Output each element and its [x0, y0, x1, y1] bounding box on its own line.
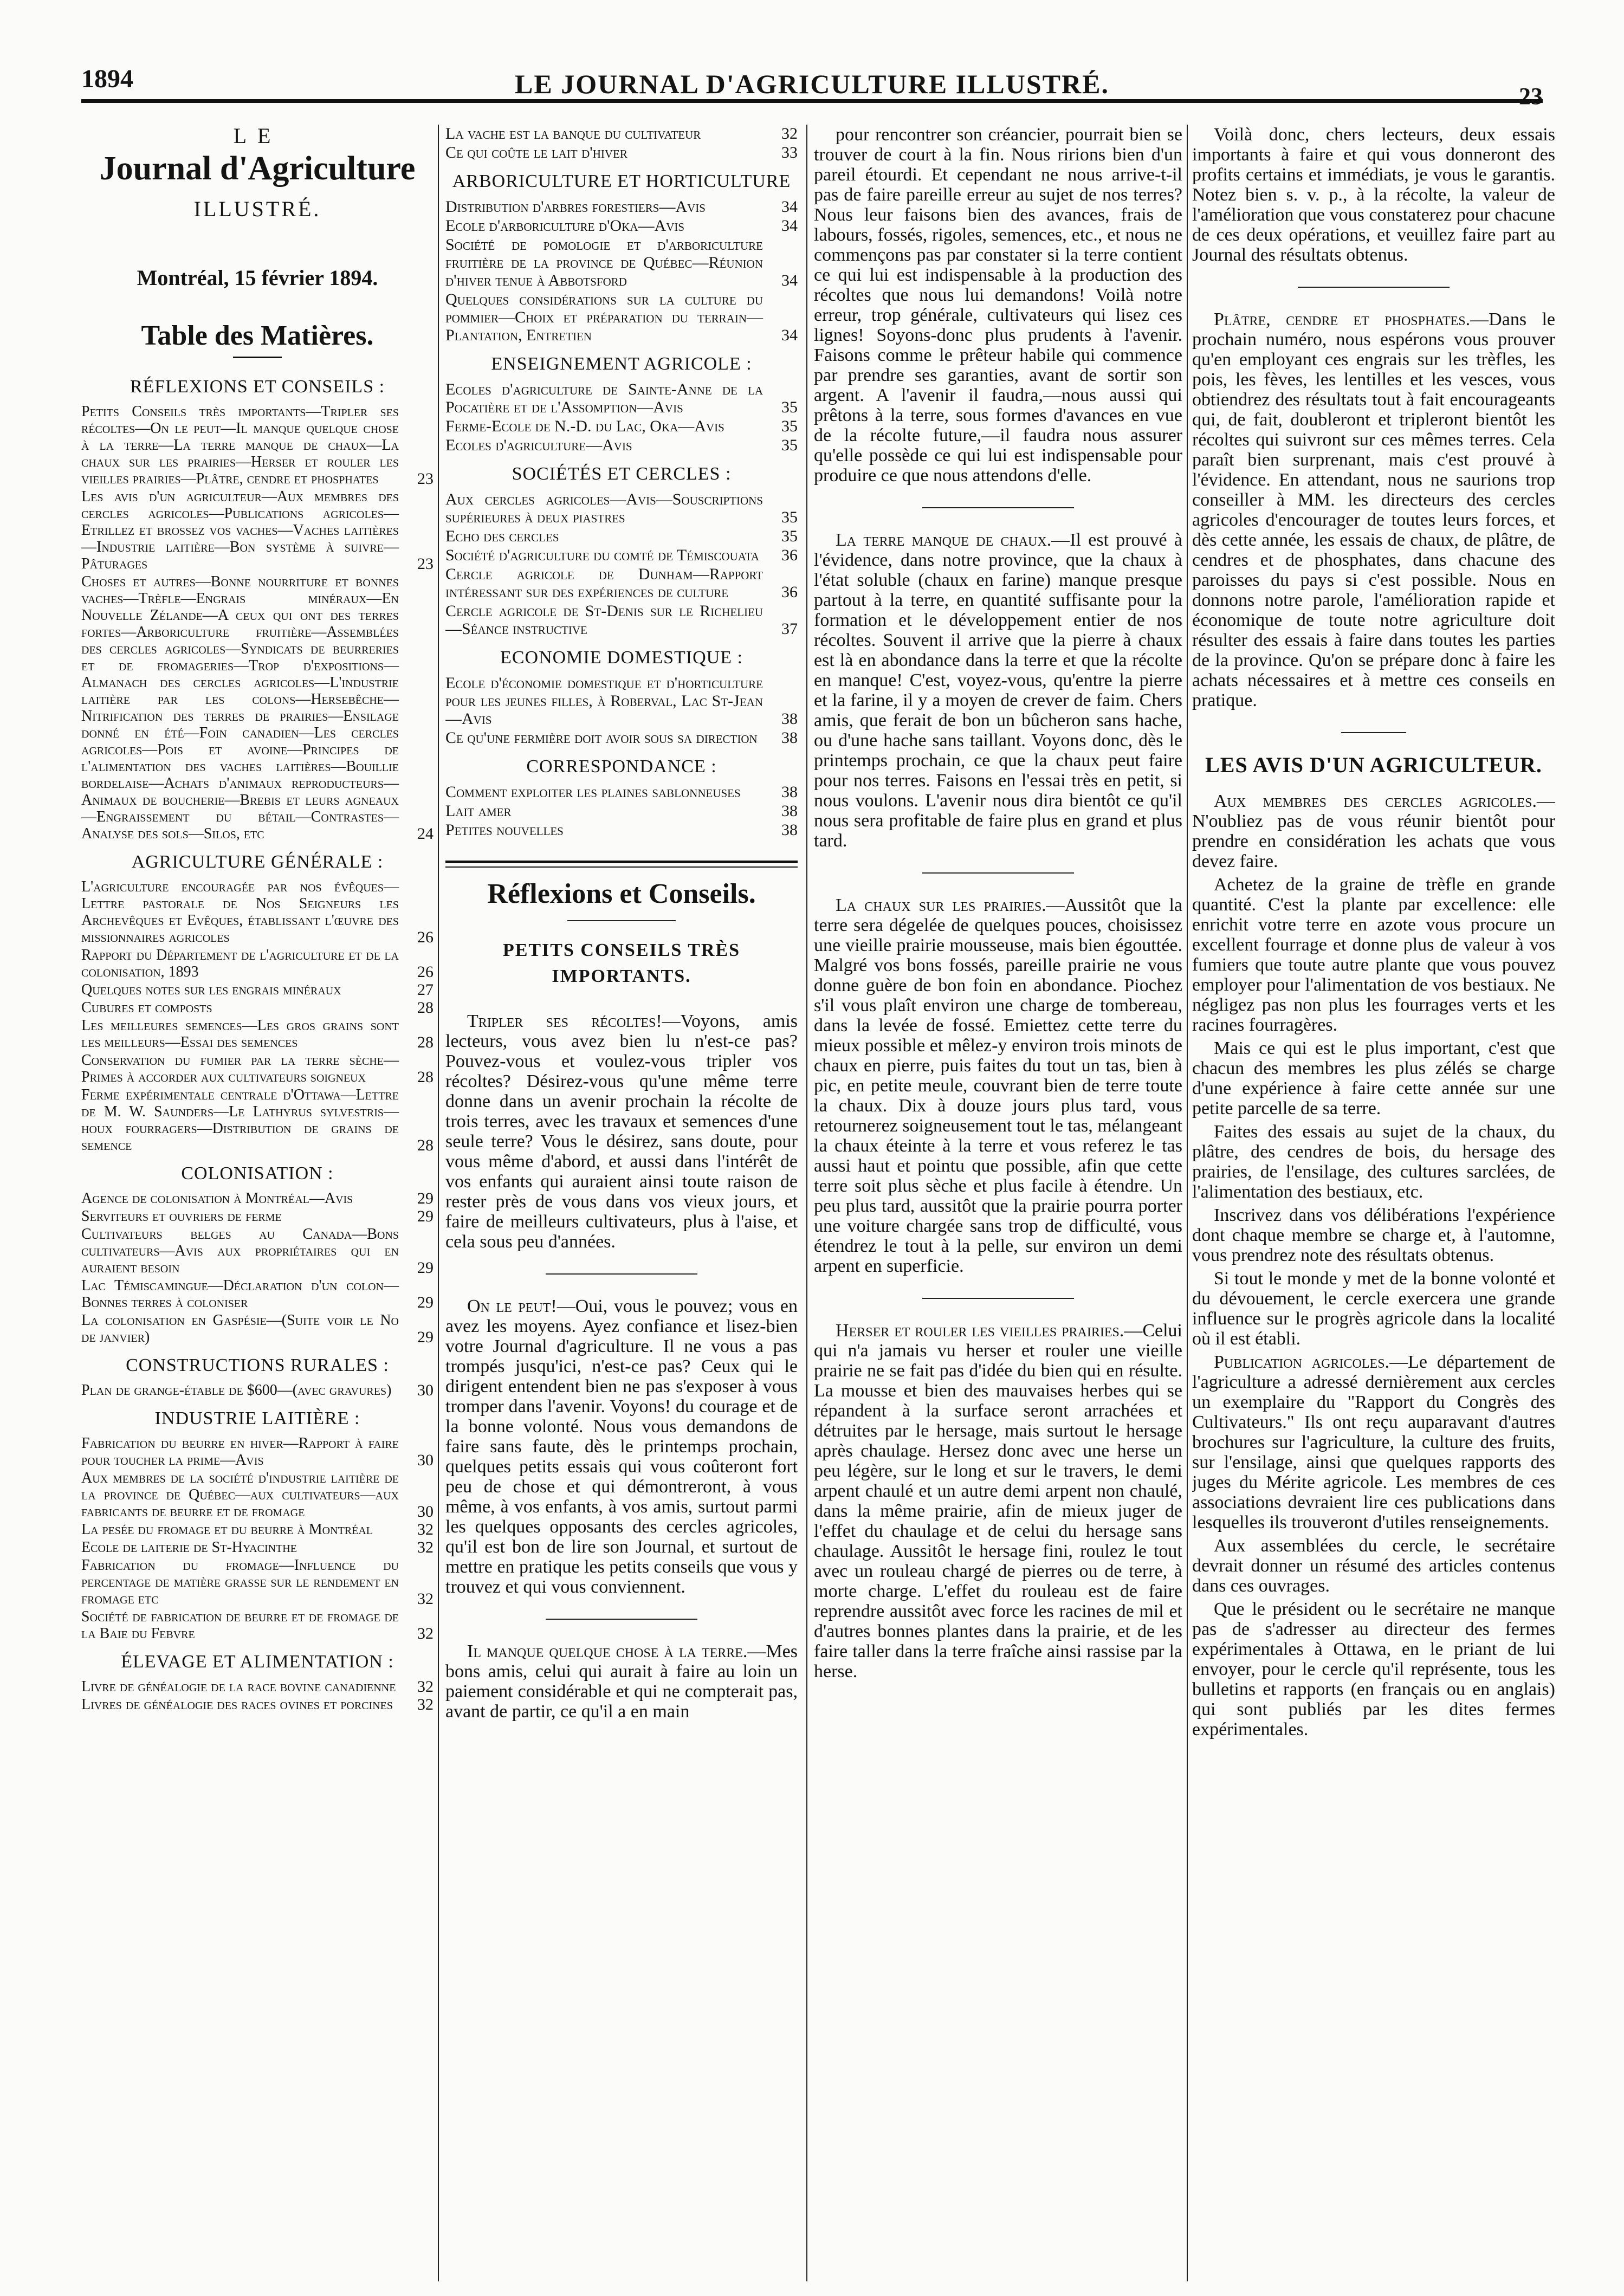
toc-entry-page: 36	[781, 546, 798, 564]
toc-entry	[81, 1190, 434, 1207]
toc-entry-text: Petites nouvelles	[445, 821, 564, 839]
paragraph-text: Faites des essais au sujet de la chaux, du plâtre, des cendres de bois, du hersage des prairies, de l'ensilage, des cultures sarclées, de l'alimentation des bestiaux, etc.	[1192, 1122, 1555, 1202]
toc-entry-text: Cubures et composts	[81, 999, 212, 1016]
paragraph-text: —Celui qui n'a jamais vu herser et rouler une vieille prairie ne se fait pas d'idée du bien qui en résulte. La mousse et bien des mauvaises herbes qui se répandent à la surface seront arrachées et détruites par le hersage, mais surtout le hersage après chaulage. Hersez donc avec une herse un peu légère, sur le long et sur le travers, le demi arpent chaulé et un autre demi arpent non chaulé, dans la même prairie, afin de mieux juger de l'effet du chaulage et de celui du hersage sans chaulage. Aussitôt le hersage fini, roulez le tout avec un rouleau chargé de pierres ou de terre, à morte charge. L'effet du rouleau est de faire reprendre aussitôt avec force les racines de mil et d'autres bonnes plantes dans la prairie, et de les faire taller dans la terre fraîche ainsi rassise par la herse.	[814, 1321, 1182, 1681]
paragraph-text: Inscrivez dans vos délibérations l'expérience dont chaque membre se charge et, à l'automne, vous prendrez note des résultats obtenus.	[1192, 1205, 1555, 1265]
toc-entry-text: Fabrication du beurre en hiver—Rapport à faire pour toucher la prime—Avis	[81, 1435, 399, 1469]
paragraph-lead: Publication agricoles.	[1214, 1352, 1390, 1372]
toc-entry-text: Société de fabrication de beurre et de fromage de la Baie du Febvre	[81, 1608, 399, 1642]
toc-entry-text: Ce qui coûte le lait d'hiver	[445, 144, 627, 161]
toc-entry	[445, 144, 798, 161]
toc-entry-text: Rapport du Département de l'agriculture et de la colonisation, 1893	[81, 947, 399, 980]
article-paragraph	[1192, 309, 1555, 710]
article-body-col3	[814, 125, 1182, 1681]
paragraph-lead: Aux membres des cercles agricoles.	[1214, 791, 1537, 811]
toc-entry-text: Comment exploiter les plaines sablonneuses	[445, 783, 741, 801]
toc-entry-page: 28	[417, 1068, 434, 1086]
toc-entry	[445, 290, 798, 344]
toc-entry	[445, 729, 798, 747]
toc-column-1	[81, 377, 434, 1713]
toc-entry-text: Société d'agriculture du comté de Témiscouata	[445, 546, 759, 564]
toc-entry	[81, 1435, 434, 1469]
column-rule	[1187, 125, 1188, 2281]
column-rule	[438, 125, 439, 2281]
toc-entry	[445, 527, 798, 545]
toc-entry-text: Les meilleures semences—Les gros grains sont les meilleurs—Essai des semences	[81, 1017, 399, 1051]
toc-entry	[445, 821, 798, 839]
toc-entry-page: 29	[417, 1293, 434, 1311]
toc-entry	[445, 602, 798, 638]
column-4	[1192, 125, 1555, 2281]
toc-entry	[81, 1086, 434, 1154]
toc-entry-text: Ecoles d'agriculture de Sainte-Anne de la Pocatière et de l'Assomption—Avis	[445, 380, 763, 416]
toc-column-2	[445, 125, 798, 839]
toc-entry-page: 38	[781, 729, 798, 747]
toc-entry-text: Choses et autres—Bonne nourriture et bonnes vaches—Trèfle—Engrais minéraux—En Nouvelle Zélande—A ceux qui ont des terres fortes—Arboriculture fruitière—Assemblées des cercles agricoles—Syndicats de beurreries et de fromageries—Trop d'expositions—Almanach des cercles agricoles—L'industrie laitière par les colons—Hersebêche—Nitrification des terres de prairies—Ensilage donné en été—Foin canadien—Les cercles agricoles—Pois et avoine—Principes de l'alimentation des vaches laitières—Bouillie bordelaise—Achats d'animaux reproducteurs—Animaux de boucherie—Brebis et leurs agneaux—Engraissement du bétail—Contrastes—Analyse des sols—Silos, etc	[81, 573, 399, 842]
article-paragraph	[1192, 1599, 1555, 1739]
toc-section-heading: ECONOMIE DOMESTIQUE :	[500, 648, 743, 668]
section-rule	[445, 861, 798, 868]
toc-entry-page: 32	[417, 1678, 434, 1696]
toc-entry-page: 28	[417, 1033, 434, 1051]
paragraph-lead: La chaux sur les prairies.	[836, 895, 1046, 915]
toc-section-heading: ENSEIGNEMENT AGRICOLE :	[491, 354, 752, 374]
toc-entry-page: 32	[417, 1521, 434, 1538]
toc-entry	[445, 417, 798, 435]
toc-entry-text: Conservation du fumier par la terre sèche—Primes à accorder aux cultivateurs soigneux	[81, 1052, 399, 1085]
toc-entry	[445, 125, 798, 143]
paragraph-lead: Herser et rouler les vieilles prairies.	[836, 1321, 1124, 1341]
article-paragraph	[1192, 1352, 1555, 1532]
masthead-le: LE	[233, 125, 282, 148]
paragraph-lead: Plâtre, cendre et phosphates.	[1214, 309, 1471, 329]
toc-entry	[81, 403, 434, 487]
paragraph-separator	[922, 507, 1074, 508]
paragraph-separator	[922, 872, 1074, 874]
header-journal-title: LE JOURNAL D'AGRICULTURE ILLUSTRÉ.	[515, 69, 1109, 99]
header-page-number: 23	[1519, 83, 1543, 109]
toc-entry-page: 34	[781, 326, 798, 344]
toc-entry	[445, 380, 798, 416]
toc-entry-text: Echo des cercles	[445, 527, 559, 545]
toc-entry-text: La vache est la banque du cultivateur	[445, 125, 701, 143]
toc-entry-page: 36	[781, 583, 798, 601]
paragraph-text: —Aussitôt que la terre sera dégelée de quelques pouces, choisissez une vieille prairie mousseuse, mais bien égouttée. Malgré vos bons fossés, pareille prairie ne vous donne guère de bon foin en abondance. Piochez s'il vous plaît environ une charge de tombereau, dans la levée de fossé. Emiettez cette terre du mieux possible et mêlez-y environ trois minots de chaux en pierre, puis faites du tout un tas, bien à pic, en petite meule, couvrant bien de terre toute la chaux. Dix à douze jours plus tard, vous retournerez soigneusement tout le tas, mélangeant la chaux éteinte à la terre et vous referez le tas aussi haut et pointu que possible, afin que cette terre soit plus sèche et plus facile à étendre. Un peu plus tard, aussitôt que la prairie pourra porter une voiture chargée sans trop de difficulté, vous étendrez le tout à la pelle, sur environ un demi arpent en superficie.	[814, 895, 1182, 1276]
article-paragraph	[814, 125, 1182, 486]
toc-section-heading: SOCIÉTÉS ET CERCLES :	[512, 464, 732, 484]
section-separator	[1341, 732, 1406, 733]
toc-entry-text: Livres de généalogie des races ovines et porcines	[81, 1696, 393, 1713]
paragraph-text: —Dans le prochain numéro, nous espérons vous prouver qu'en employant ces engrais sur les trèfles, les pois, les fèves, les lentilles et les vesces, vous obtiendrez des résultats tout à fait encourageants qui, de fait, doubleront et tripleront bientôt les récoltes qui suivront sur ces mêmes terres. Cela paraît bien surprenant, mais c'est prouvé à l'évidence. En attendant, nous ne saurions trop conseiller à MM. les directeurs des cercles agricoles d'encourager de toutes leurs forces, et dès cette année, les essais de chaux, de plâtre, de cendres et de phosphates, dans chacune des paroisses du pays si c'est possible. Nous en donnons notre parole, l'amélioration rapide et économique de toute notre agriculture doit résulter des essais à faire dans toutes les parties de la province. Qu'on se prépare donc à faire les achats nécessaires et à mettre ces conseils en pratique.	[1192, 309, 1555, 710]
column-1	[81, 125, 434, 2281]
paragraph-text: —N'oubliez pas de vous réunir bientôt pour prendre en considération les achats que vous devez faire.	[1192, 791, 1555, 871]
toc-entry	[81, 1539, 434, 1556]
toc-entry-text: Ferme-Ecole de N.-D. du Lac, Oka—Avis	[445, 417, 724, 435]
toc-entry	[81, 1470, 434, 1520]
toc-entry-page: 24	[417, 825, 434, 843]
toc-entry-text: Société de pomologie et d'arboriculture fruitière de la province de Québec—Réunion d'hiver tenue à Abbotsford	[445, 236, 763, 289]
toc-entry-page: 37	[781, 620, 798, 638]
issue-date: Montréal, 15 février 1894.	[137, 266, 378, 290]
toc-entry	[81, 947, 434, 980]
toc-entry	[445, 783, 798, 801]
toc-entry-text: Les avis d'un agriculteur—Aux membres des cercles agricoles—Publications agricoles—Etrillez et brossez vos vaches—Vaches laitières—Industrie laitière—Bon système à suivre—Pâturages	[81, 488, 399, 572]
toc-entry	[445, 236, 798, 289]
paragraph-lead: Il manque quelque chose à la terre.	[467, 1641, 748, 1661]
toc-entry-text: La colonisation en Gaspésie—(Suite voir le No de janvier)	[81, 1312, 399, 1346]
toc-entry	[81, 488, 434, 572]
toc-entry-page: 32	[417, 1590, 434, 1608]
toc-section-heading: ARBORICULTURE ET HORTICULTURE	[452, 171, 791, 191]
column-3	[814, 125, 1182, 2281]
toc-entry	[81, 981, 434, 998]
toc-entry	[445, 565, 798, 601]
toc-entry-page: 32	[781, 125, 798, 143]
header-rule	[81, 99, 1543, 103]
toc-entry	[81, 1557, 434, 1607]
toc-entry	[445, 436, 798, 454]
toc-entry-page: 38	[781, 821, 798, 839]
toc-entry-page: 38	[781, 783, 798, 801]
toc-entry	[81, 1052, 434, 1085]
toc-section-heading: INDUSTRIE LAITIÈRE :	[154, 1408, 360, 1428]
toc-entry	[81, 1608, 434, 1642]
toc-entry-text: L'agriculture encouragée par nos évêques—Lettre pastorale de Nos Seigneurs les Archevêques et Evêques, établissant l'œuvre des missionnaires agricoles	[81, 878, 399, 946]
toc-section-heading: CONSTRUCTIONS RURALES :	[126, 1355, 389, 1375]
avis-heading: LES AVIS D'UN AGRICULTEUR.	[1205, 753, 1542, 777]
toc-entry	[445, 198, 798, 216]
toc-entry-page: 30	[417, 1503, 434, 1521]
toc-entry	[81, 1678, 434, 1695]
toc-entry	[81, 1696, 434, 1713]
toc-entry	[81, 1208, 434, 1225]
toc-entry-page: 34	[781, 198, 798, 216]
column-2	[445, 125, 798, 2281]
paragraph-text: Voilà donc, chers lecteurs, deux essais importants à faire et qui vous donneront des profits certains et immédiats, je vous le garantis. Notez bien s. v. p., à la récolte, la valeur de l'amélioration que vous constaterez pour chacune de ces deux opérations, et veuillez faire part au Journal des résultats obtenus.	[1192, 125, 1555, 265]
toc-entry-page: 35	[781, 417, 798, 435]
toc-entry-text: Livre de généalogie de la race bovine canadienne	[81, 1678, 396, 1695]
toc-title: Table des Matières.	[141, 320, 374, 351]
paragraph-separator	[1298, 287, 1450, 288]
toc-section-heading: COLONISATION :	[181, 1163, 334, 1183]
toc-entry-text: Petits Conseils très importants—Tripler ses récoltes—On le peut—Il manque quelque chose à la terre—La terre manque de chaux—La chaux sur les prairies—Herser et rouler les vieilles prairies—Plâtre, cendre et phosphates	[81, 403, 399, 487]
article-paragraph	[1192, 1269, 1555, 1349]
toc-entry	[445, 802, 798, 820]
toc-entry-page: 38	[781, 710, 798, 728]
toc-section-heading: ÉLEVAGE ET ALIMENTATION :	[121, 1652, 394, 1672]
toc-section-heading: RÉFLEXIONS ET CONSEILS :	[130, 377, 385, 397]
toc-entry-text: Lac Témiscamingue—Déclaration d'un colon—Bonnes terres à coloniser	[81, 1277, 399, 1311]
paragraph-text: Aux assemblées du cercle, le secrétaire devrait donner un résumé des articles contenus dans ces ouvrages.	[1192, 1536, 1555, 1596]
toc-entry	[445, 217, 798, 235]
toc-entry-page: 29	[417, 1259, 434, 1277]
paragraph-text: —Voyons, amis lecteurs, vous avez bien lu n'est-ce pas? Pouvez-vous et voulez-vous tripler vos récoltes? Désirez-vous qu'une même terre donne dans un avenir prochain la récolte de trois terres, avec les travaux et semences d'une seule terre? Vous le désirez, sans doute, pour vous même d'abord, et aussi dans l'intérêt de vos enfants qui auraient ainsi toute raison de rester près de vous dans vos vieux jours, et faire de meilleurs cultivateurs, plus à l'aise, et cela sous peu d'années.	[445, 1011, 798, 1252]
header-year: 1894	[81, 64, 133, 93]
article-subtitle: PETITS CONSEILS TRÈS IMPORTANTS.	[502, 940, 741, 986]
toc-entry-text: Distribution d'arbres forestiers—Avis	[445, 198, 706, 216]
toc-entry-text: Ecoles d'agriculture—Avis	[445, 436, 632, 454]
toc-entry	[445, 546, 798, 564]
toc-entry-page: 29	[417, 1189, 434, 1207]
toc-entry	[81, 1226, 434, 1276]
paragraph-lead: On le peut!	[467, 1296, 557, 1316]
toc-entry-text: Cercle agricole de St-Denis sur le Richelieu—Séance instructive	[445, 602, 763, 638]
paragraph-text: —Mes bons amis, celui qui aurait à faire au loin un paiement considérable et qui ne compterait pas, avant de partir, ce qu'il a en main	[445, 1641, 798, 1722]
paragraph-text: Mais ce qui est le plus important, c'est que chacun des membres les plus zélés se charge d'une expérience à faire cette année sur une petite parcelle de sa terre.	[1192, 1038, 1555, 1118]
toc-entry-text: Ecole d'arboriculture d'Oka—Avis	[445, 217, 685, 235]
toc-entry-text: La pesée du fromage et du beurre à Montréal	[81, 1521, 373, 1538]
paragraph-text: pour rencontrer son créancier, pourrait bien se trouver de court à la fin. Nous ririons bien d'un pareil étourdi. Et cependant ne nous arrive-t-il pas de faire pareille erreur au sujet de nos terres? Nous leur faisons bien des avances, frais de labours, fossés, rigoles, semences, etc., et nous ne commençons pas par constater si la terre contient ce qui lui est indispensable à la production des récoltes que nous lui demandons! Voilà notre erreur, trop générale, cultivateurs qui lisez ces lignes! Soyons-donc plus prudents à l'avenir. Faisons comme le prêteur habile qui commence par prendre ses garanties, avant de sortir son argent. A l'avenir il faudra,—nous aussi qui prêtons à la terre, sous formes d'avances en vue de la récolte future,—il faudra nous assurer qu'elle possède ce qui lui est indispensable pour produire ce que nous attendons d'elle.	[814, 125, 1182, 486]
toc-entry-text: Agence de colonisation à Montréal—Avis	[81, 1190, 353, 1207]
article-paragraph	[445, 1011, 798, 1252]
article-paragraph	[445, 1296, 798, 1597]
paragraph-text: Si tout le monde y met de la bonne volonté et du dévouement, le cercle exercera une grande influence sur le progrès agricole dans la localité où il est établi.	[1192, 1269, 1555, 1349]
toc-section-heading: CORRESPONDANCE :	[526, 756, 717, 777]
toc-entry-page: 33	[781, 144, 798, 161]
article-body-col4	[1192, 125, 1555, 710]
toc-title-rule	[233, 357, 282, 358]
avis-body	[1192, 791, 1555, 1739]
toc-entry-text: Aux membres de la société d'industrie laitière de la province de Québec—aux cultivateurs—aux fabricants de beurre et de fromage	[81, 1470, 399, 1520]
toc-entry-page: 34	[781, 217, 798, 235]
article-paragraph	[445, 1641, 798, 1722]
running-header	[81, 61, 1543, 109]
paragraph-text: —Il est prouvé à l'évidence, dans notre province, que la chaux à l'état soluble (chaux en farine) manque presque partout à la terre, en quantité suffisante pour la formation et le développement entier de nos récoltes. Souvent il arrive que la pierre à chaux est là en abondance dans la terre et que la récolte en manque! C'est, voyez-vous, qu'entre la pierre et la farine, il y a moyen de crever de faim. Chers amis, que ferait de bon un bûcheron sans hache, ou d'une hache sans taillant. Voyons donc, dès le printemps prochain, ce que la chaux peut faire pour nos terres. Faisons en l'essai très en petit, si nous voulons. L'avenir nous dira bientôt ce qu'il nous sera profitable de faire plus en grand et plus tard.	[814, 530, 1182, 851]
toc-entry-text: Fabrication du fromage—Influence du percentage de matière grasse sur le rendement en fromage etc	[81, 1557, 399, 1607]
toc-section-heading: AGRICULTURE GÉNÉRALE :	[131, 852, 384, 872]
toc-entry-text: Ce qu'une fermière doit avoir sous sa direction	[445, 729, 758, 747]
toc-entry-text: Quelques considérations sur la culture du pommier—Choix et préparation du terrain—Plantation, Entretien	[445, 290, 763, 344]
toc-entry	[81, 1312, 434, 1346]
article-paragraph	[1192, 125, 1555, 265]
toc-entry-text: Ecole d'économie domestique et d'horticulture pour les jeunes filles, à Roberval, Lac St-Jean—Avis	[445, 674, 763, 728]
toc-entry-text: Quelques notes sur les engrais minéraux	[81, 981, 341, 998]
toc-entry	[445, 490, 798, 526]
toc-entry-page: 32	[417, 1538, 434, 1556]
toc-entry-text: Lait amer	[445, 802, 512, 820]
paragraph-text: Que le président ou le secrétaire ne manque pas de s'adresser au directeur des fermes expérimentales à Ottawa, en le priant de lui envoyer, pour le cercle qu'il représente, tous les bulletins et rapports (en français ou en anglais) qui sont publiés par les dites fermes expérimentales.	[1192, 1599, 1555, 1739]
toc-entry-page: 28	[417, 999, 434, 1017]
toc-entry-page: 30	[417, 1451, 434, 1469]
toc-entry-text: Ecole de laiterie de St-Hyacinthe	[81, 1539, 297, 1556]
toc-entry-page: 23	[417, 470, 434, 488]
toc-entry-page: 35	[781, 508, 798, 526]
toc-entry-page: 38	[781, 802, 798, 820]
toc-entry-text: Ferme expérimentale centrale d'Ottawa—Lettre de M. W. Saunders—Le Lathyrus sylvestris—houx fourragers—Distribution de grains de semence	[81, 1086, 399, 1154]
toc-entry-page: 28	[417, 1136, 434, 1154]
toc-entry-page: 26	[417, 963, 434, 981]
toc-entry-page: 34	[781, 271, 798, 289]
article-paragraph	[1192, 1038, 1555, 1118]
paragraph-lead: La terre manque de chaux.	[836, 530, 1052, 550]
article-title: Réflexions et Conseils.	[487, 878, 756, 909]
paragraph-text: —Le département de l'agriculture a adressé dernièrement aux cercles un exemplaire du "Rapport du Congrès des Cultivateurs." Ils ont reçu auparavant d'autres brochures sur l'agriculture, la culture des fruits, sur l'ensilage, ainsi que quelques rapports des juges du Mérite agricole. Les membres de ces associations devraient lire ces publications dans lesquelles ils trouveront d'utiles renseignements.	[1192, 1352, 1555, 1532]
toc-entry-page: 26	[417, 928, 434, 946]
toc-entry	[81, 573, 434, 842]
toc-entry-page: 23	[417, 555, 434, 573]
article-paragraph	[1192, 1122, 1555, 1202]
paragraph-separator	[546, 1619, 697, 1620]
masthead-illustre: ILLUSTRÉ.	[193, 197, 321, 221]
paragraph-separator	[922, 1298, 1074, 1299]
toc-entry	[81, 999, 434, 1016]
toc-entry-text: Aux cercles agricoles—Avis—Souscriptions supérieures à deux piastres	[445, 490, 763, 526]
toc-entry	[81, 1017, 434, 1051]
paragraph-separator	[546, 1273, 697, 1275]
toc-entry-text: Cultivateurs belges au Canada—Bons cultivateurs—Avis aux propriétaires qui en auraient besoin	[81, 1226, 399, 1276]
toc-entry	[81, 1521, 434, 1538]
article-paragraph	[814, 895, 1182, 1276]
toc-entry-page: 27	[417, 981, 434, 999]
paragraph-text: —Oui, vous le pouvez; vous en avez les moyens. Ayez confiance et lisez-bien votre Journal d'agriculture. Il ne vous a pas trompés jusqu'ici, n'est-ce pas? Ceux qui le dirigent entendent bien ne pas s'exposer à vous tromper dans l'avenir. Voyons! du courage et de la bonne volonté. Nous vous demandons de faire sans faute, dès le printemps prochain, quelques petits essais qui vous coûteront fort peu de chose et qui démontreront, à vous même, à vos enfants, à vos amis, surtout parmi les quelques opposants des cercles agricoles, qu'il est bon de lire son Journal, et surtout de mettre en pratique les petits conseils que vous y trouvez et qui vous conviennent.	[445, 1296, 798, 1597]
toc-entry-text: Cercle agricole de Dunham—Rapport intéressant sur des expériences de culture	[445, 565, 763, 601]
masthead-name: Journal d'Agriculture	[99, 150, 416, 187]
article-paragraph	[1192, 875, 1555, 1035]
toc-entry	[81, 1277, 434, 1311]
paragraph-lead: Tripler ses récoltes!	[467, 1011, 662, 1031]
toc-entry	[81, 1382, 434, 1399]
article-paragraph	[814, 1321, 1182, 1681]
column-rule	[806, 125, 807, 2281]
toc-entry-text: Serviteurs et ouvriers de ferme	[81, 1208, 282, 1225]
toc-entry-text: Plan de grange-étable de $600—(avec gravures)	[81, 1382, 392, 1399]
toc-entry-page: 29	[417, 1328, 434, 1346]
toc-entry-page: 35	[781, 398, 798, 416]
toc-entry-page: 35	[781, 436, 798, 454]
paragraph-text: Achetez de la graine de trèfle en grande quantité. C'est la plante par excellence: elle enrichit votre terre en azote vous procure un excellent fourrage et donne plus de valeur à vos fumiers que toute autre plante que vous pouvez employer pour l'alimentation de vos bestiaux. Ne négligez pas non plus les fourrages verts et les racines fourragères.	[1192, 875, 1555, 1035]
article-body-col2	[445, 1011, 798, 1722]
article-paragraph	[1192, 1205, 1555, 1265]
toc-entry-page: 32	[417, 1625, 434, 1642]
article-paragraph	[814, 530, 1182, 851]
toc-entry-page: 35	[781, 527, 798, 545]
toc-entry	[81, 878, 434, 946]
masthead	[81, 126, 434, 219]
title-rule	[567, 920, 676, 921]
toc-entry-page: 30	[417, 1381, 434, 1399]
toc-entry-page: 32	[417, 1696, 434, 1713]
article-paragraph	[1192, 1536, 1555, 1596]
article-paragraph	[1192, 791, 1555, 871]
toc-entry-page: 29	[417, 1207, 434, 1225]
toc-entry	[445, 674, 798, 728]
